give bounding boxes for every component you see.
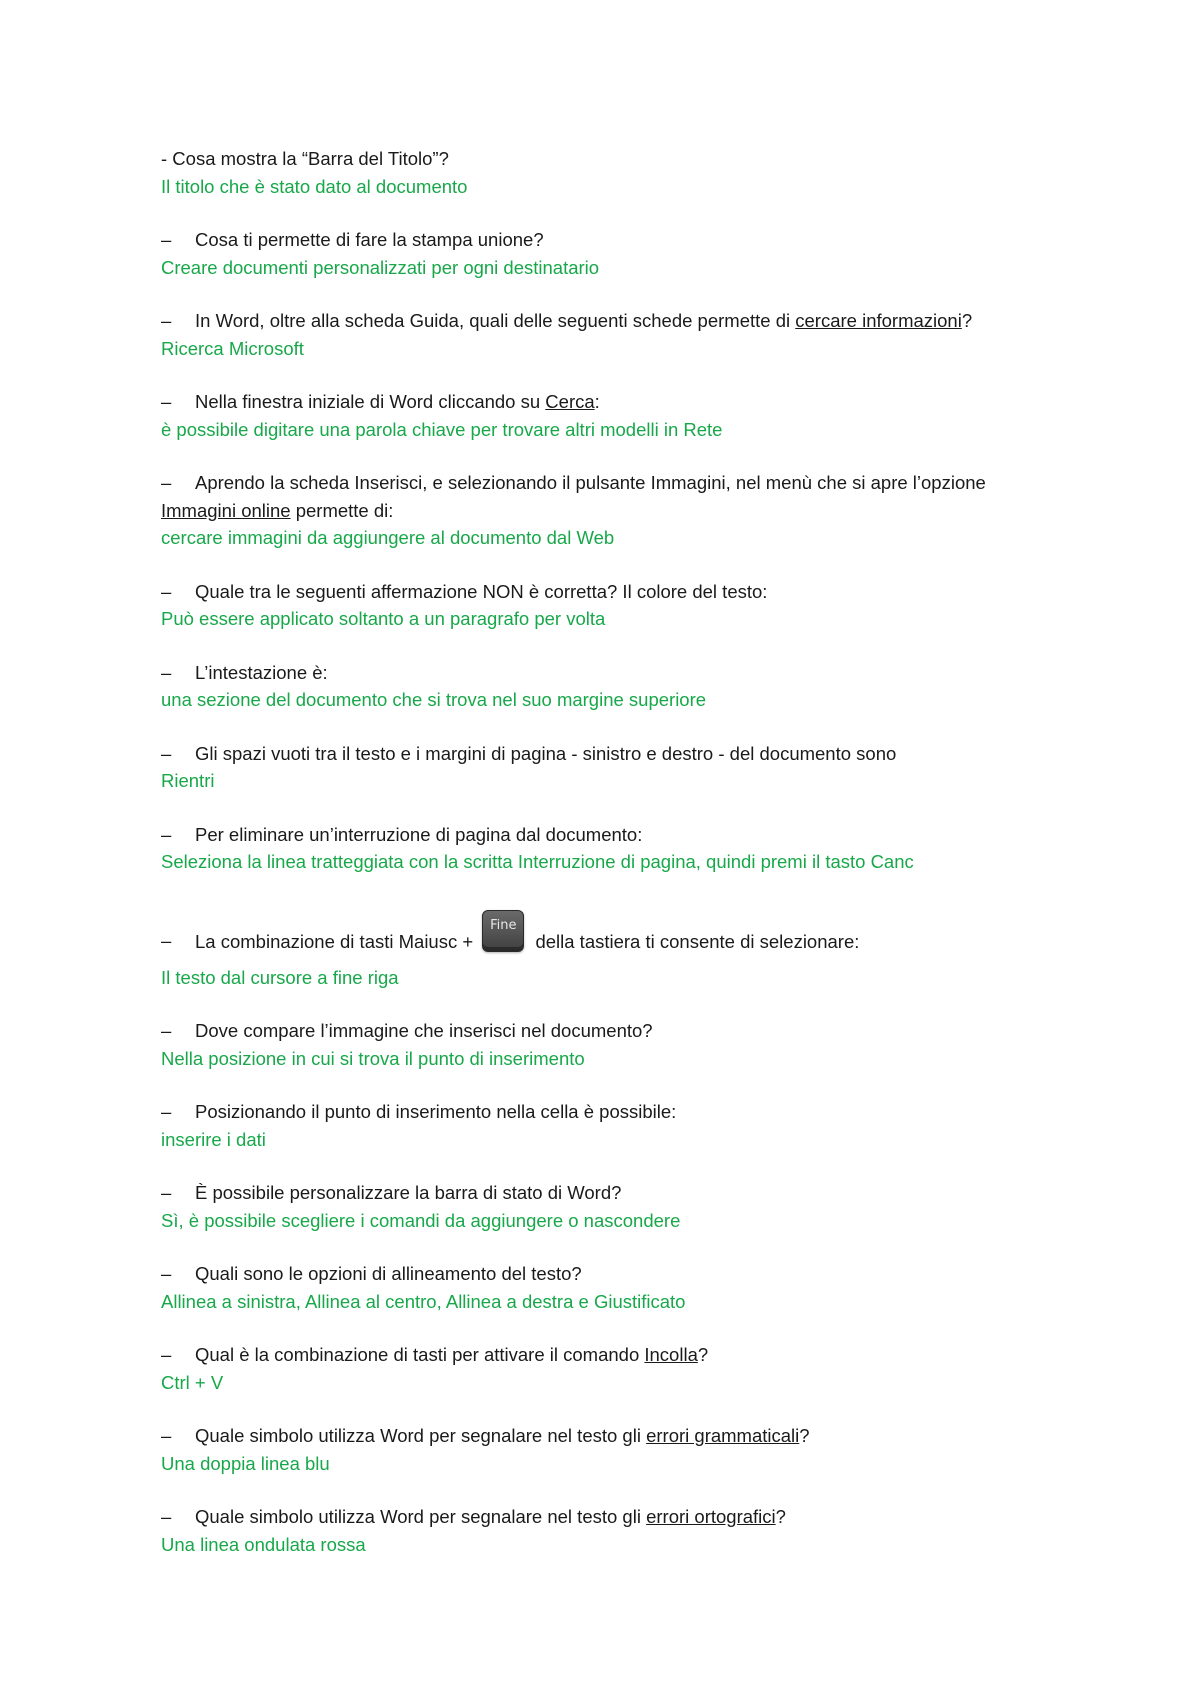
- dash-bullet: –: [161, 661, 172, 683]
- qa-item: [161, 226, 1081, 281]
- answer: Il testo dal cursore a fine riga: [161, 966, 399, 988]
- qa-item: [161, 740, 1081, 795]
- document-body: [161, 145, 1081, 1584]
- question: – È possibile personalizzare la barra di stato di Word?: [161, 1179, 1081, 1207]
- answer: Nella posizione in cui si trova il punto di inserimento: [161, 1047, 585, 1069]
- dash-bullet: –: [161, 580, 172, 602]
- dash-bullet: –: [161, 310, 172, 331]
- qa-item: [161, 1422, 1081, 1477]
- qa-item: [161, 1260, 1081, 1315]
- qa-item: [161, 1098, 1081, 1153]
- answer: una sezione del documento che si trova nel suo margine superiore: [161, 689, 707, 710]
- dash-bullet: –: [161, 1263, 172, 1284]
- dash-bullet: –: [161, 1182, 172, 1203]
- question: – Quale simbolo utilizza Word per segnalare nel testo gli errori grammaticali?: [161, 1422, 1081, 1450]
- answer: inserire i dati: [161, 1128, 266, 1150]
- dash-bullet: –: [161, 742, 172, 764]
- answer: Il titolo che è stato dato al documento: [161, 175, 468, 197]
- question: – Quali sono le opzioni di allineamento del testo?: [161, 1260, 1081, 1288]
- fine-key-icon: [482, 910, 524, 952]
- underlined-term: Cerca: [545, 391, 595, 412]
- question: - Cosa mostra la “Barra del Titolo”?: [161, 148, 449, 169]
- question: – Per eliminare un’interruzione di pagina dal documento:: [161, 821, 1081, 849]
- fine-key-label: Fine: [490, 917, 517, 933]
- answer: Ctrl + V: [161, 1371, 224, 1393]
- dash-bullet: –: [161, 1020, 172, 1041]
- qa-item: [161, 659, 1081, 714]
- answer: Ricerca Microsoft: [161, 337, 304, 359]
- question: – La combinazione di tasti Maiusc + Fine della tastiera ti consente di selezionare:: [161, 922, 1081, 964]
- question: – In Word, oltre alla scheda Guida, quali delle seguenti schede permette di cercare informazioni?: [161, 307, 1081, 335]
- question: – L’intestazione è:: [161, 659, 1081, 687]
- qa-item: [161, 821, 1081, 876]
- question: – Posizionando il punto di inserimento nella cella è possibile:: [161, 1098, 1081, 1126]
- answer: cercare immagini da aggiungere al documento dal Web: [161, 527, 615, 548]
- qa-item: [161, 1503, 1081, 1558]
- qa-item: [161, 578, 1081, 633]
- underlined-term: errori grammaticali: [646, 1425, 800, 1446]
- dash-bullet: –: [161, 1344, 172, 1365]
- dash-bullet: –: [161, 1101, 172, 1122]
- answer: Una linea ondulata rossa: [161, 1533, 366, 1555]
- underlined-term: Incolla: [644, 1344, 698, 1365]
- question: – Nella finestra iniziale di Word cliccando su Cerca:: [161, 388, 1081, 416]
- underlined-term: Immagini online: [161, 499, 291, 521]
- qa-item: [161, 1179, 1081, 1234]
- qa-item: [161, 469, 1081, 552]
- qa-item: [161, 917, 1081, 992]
- dash-bullet: –: [161, 229, 172, 250]
- answer: Può essere applicato soltanto a un paragrafo per volta: [161, 608, 606, 629]
- question: – Cosa ti permette di fare la stampa unione?: [161, 226, 1081, 254]
- underlined-term: cercare informazioni: [795, 310, 962, 331]
- dash-bullet: –: [161, 1506, 172, 1527]
- question: – Quale simbolo utilizza Word per segnalare nel testo gli errori ortografici?: [161, 1503, 1081, 1531]
- answer: Una doppia linea blu: [161, 1452, 330, 1474]
- question: – Qual è la combinazione di tasti per attivare il comando Incolla?: [161, 1341, 1081, 1369]
- answer: è possibile digitare una parola chiave per trovare altri modelli in Rete: [161, 418, 723, 440]
- answer: Allinea a sinistra, Allinea al centro, Allinea a destra e Giustificato: [161, 1290, 686, 1312]
- dash-bullet: –: [161, 823, 172, 845]
- qa-item: [161, 388, 1081, 443]
- qa-item: [161, 307, 1081, 362]
- answer: Sì, è possibile scegliere i comandi da aggiungere o nascondere: [161, 1209, 681, 1231]
- question: – Gli spazi vuoti tra il testo e i margini di pagina - sinistro e destro - del documento sono: [161, 740, 1081, 768]
- qa-item: [161, 145, 1081, 200]
- answer: Rientri: [161, 770, 215, 791]
- question: – Dove compare l’immagine che inserisci nel documento?: [161, 1017, 1081, 1045]
- question-continuation: Immagini online permette di:: [161, 499, 394, 521]
- dash-bullet: –: [161, 472, 172, 493]
- question: – Aprendo la scheda Inserisci, e selezionando il pulsante Immagini, nel menù che si apre l’opzione: [161, 469, 1081, 497]
- dash-bullet: –: [161, 391, 172, 412]
- dash-bullet: –: [161, 1425, 172, 1446]
- answer: Creare documenti personalizzati per ogni destinatario: [161, 256, 600, 278]
- answer: Seleziona la linea tratteggiata con la scritta Interruzione di pagina, quindi premi il tasto Canc: [161, 851, 914, 872]
- dash-bullet: –: [161, 930, 172, 952]
- qa-item: [161, 1017, 1081, 1072]
- qa-item: [161, 1341, 1081, 1396]
- underlined-term: errori ortografici: [646, 1506, 776, 1527]
- question: – Quale tra le seguenti affermazione NON è corretta? Il colore del testo:: [161, 578, 1081, 606]
